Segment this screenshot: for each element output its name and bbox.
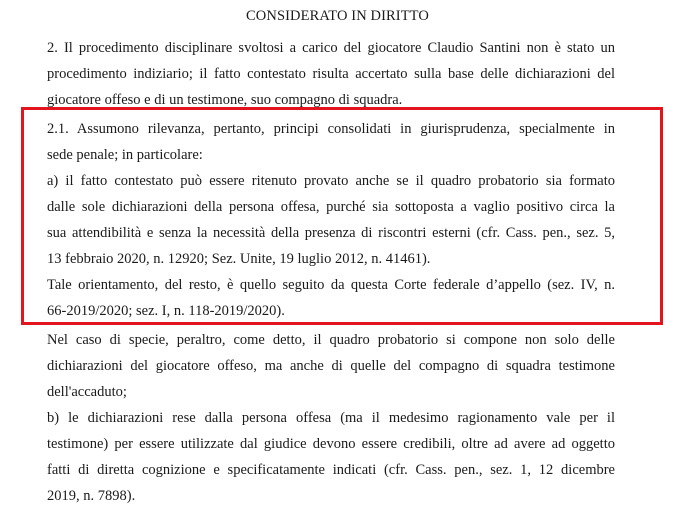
text-line: testimone) per essere utilizzate dal giudice devono essere credibili, oltre ad avere ad oggetto bbox=[47, 436, 615, 452]
paragraph-orientamento bbox=[47, 272, 615, 324]
paragraph-b bbox=[47, 405, 615, 509]
text-line: 2.1. Assumono rilevanza, pertanto, principi consolidati in giurisprudenza, specialmente in bbox=[47, 121, 615, 137]
text-line: Nel caso di specie, peraltro, come detto, il quadro probatorio si compone non solo delle bbox=[47, 332, 615, 348]
text-line: 2019, n. 7898). bbox=[47, 488, 136, 504]
paragraph-a bbox=[47, 168, 615, 272]
paragraph-caso bbox=[47, 327, 615, 405]
section-heading: CONSIDERATO IN DIRITTO bbox=[246, 8, 429, 24]
text-line: a) il fatto contestato può essere ritenuto provato anche se il quadro probatorio sia formato bbox=[47, 173, 615, 189]
text-line: Tale orientamento, del resto, è quello seguito da questa Corte federale d’appello (sez. IV, n. bbox=[47, 277, 615, 293]
text-line: dichiarazioni del giocatore offeso, ma anche di quelle del compagno di squadra testimone bbox=[47, 358, 615, 374]
paragraph-2-1 bbox=[47, 116, 615, 168]
text-line: dalle sole dichiarazioni della persona offesa, purché sia sottoposta a vaglio positivo circa la bbox=[47, 199, 615, 215]
text-line: dell'accaduto; bbox=[47, 384, 127, 400]
text-line: b) le dichiarazioni rese dalla persona offesa (ma il medesimo ragionamento vale per il bbox=[47, 410, 615, 426]
paragraph-2 bbox=[47, 35, 615, 113]
text-line: 2. Il procedimento disciplinare svoltosi a carico del giocatore Claudio Santini non è stato un bbox=[47, 40, 615, 56]
text-line: sede penale; in particolare: bbox=[47, 147, 203, 163]
text-line: 66-2019/2020; sez. I, n. 118-2019/2020). bbox=[47, 303, 285, 319]
text-line: 13 febbraio 2020, n. 12920; Sez. Unite, 19 luglio 2012, n. 41461). bbox=[47, 251, 431, 267]
text-line: fatti di diretta cognizione e specificatamente indicati (cfr. Cass. pen., sez. 1, 12 dicembre bbox=[47, 462, 615, 478]
text-line: giocatore offeso e di un testimone, suo compagno di squadra. bbox=[47, 92, 403, 108]
text-line: sua attendibilità e senza la necessità della presenza di riscontri esterni (cfr. Cass. pen., sez. 5, bbox=[47, 225, 615, 241]
text-line: procedimento indiziario; il fatto contestato risulta accertato sulla base delle dichiarazioni del bbox=[47, 66, 615, 82]
